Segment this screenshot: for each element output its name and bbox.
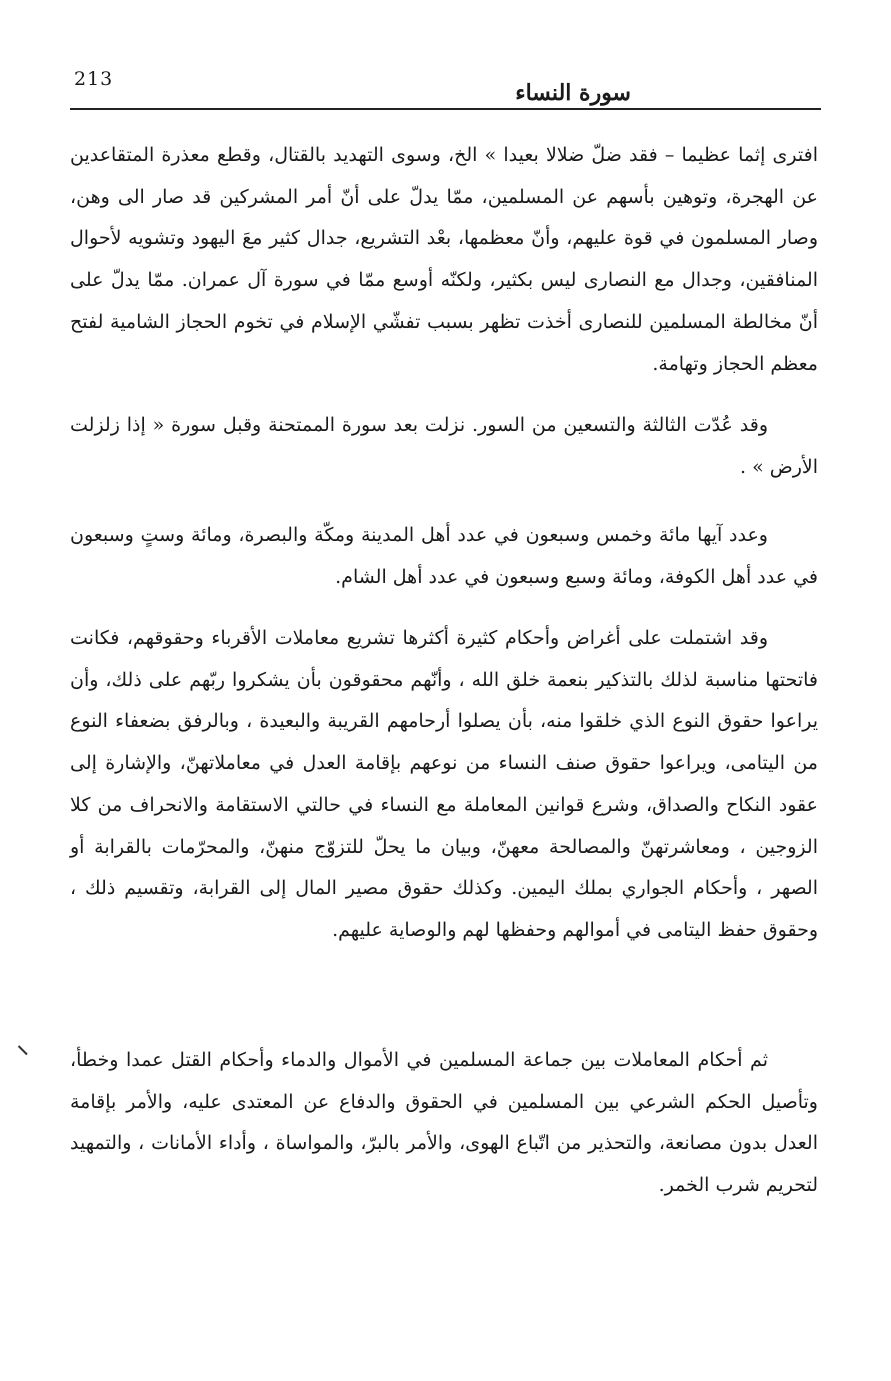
margin-pen-mark [18,1037,36,1055]
paragraph-5: ثم أحكام المعاملات بين جماعة المسلمين في الأموال والدماء وأحكام القتل عمدا وخطأ، وتأصيل الحكم الشرعي بين المسلمين في الحقوق والدفاع عن المعتدى عليه، والأمر بإقامة العدل بدون مصانعة، والتحذير من اتّباع الهوى، والأمر بالبرّ، والمواساة ، وأداء الأمانات ، والتمهيد لتحريم شرب الخمر. [70,1049,818,1197]
header-rule [70,108,821,110]
paragraph-2: وقد عُدّت الثالثة والتسعين من السور. نزلت بعد سورة الممتحنة وقبل سورة « إذا زلزلت الأرض » . [70,414,818,478]
paragraph-3: وعدد آيها مائة وخمس وسبعون في عدد أهل المدينة ومكّة والبصرة، ومائة وستٍ وسبعون في عدد أهل الكوفة، ومائة وسبع وسبعون في عدد أهل الشام. [70,524,818,588]
paragraph-4: وقد اشتملت على أغراض وأحكام كثيرة أكثرها تشريع معاملات الأقرباء وحقوقهم، فكانت فاتحتها مناسبة لذلك بالتذكير بنعمة خلق الله ، وأنّهم محقوقون بأن يشكروا ربّهم على ذلك، وأن يراعوا حقوق النوع الذي خلقوا منه، بأن يصلوا أرحامهم القريبة والبعيدة ، وبالرفق بضعفاء النوع من اليتامى، ويراعوا حقوق صنف النساء من نوعهم بإقامة العدل في معاملاتهنّ، والإشارة إلى عقود النكاح والصداق، وشرع قوانين المعاملة مع النساء في حالتي الاستقامة والانحراف من كلا الزوجين ، ومعاشرتهنّ والمصالحة معهنّ، وبيان ما يحلّ للتزوّج منهنّ، والمحرّمات بالقرابة أو الصهر ، وأحكام الجواري بملك اليمين. وكذلك حقوق مصير المال إلى القرابة، وتقسيم ذلك ، وحقوق حفظ اليتامى في أموالهم وحفظها لهم والوصاية عليهم. [70,627,818,941]
running-head-title: سورة النساء [515,80,631,106]
page-number: 213 [74,68,114,90]
paragraph-1: افترى إثما عظيما – فقد ضلّ ضلالا بعيدا » الخ، وسوى التهديد بالقتال، وقطع معذرة المتقاعدين عن الهجرة، وتوهين بأسهم عن المسلمين، ممّا يدلّ على أنّ أمر المشركين قد صار الى وهن، وصار المسلمون في قوة عليهم، وأنّ معظمها، بعْد التشريع، جدال كثير معَ اليهود وتشويه لأحوال المنافقين، وجدال مع النصارى ليس بكثير، ولكنّه أوسع ممّا في سورة آل عمران. ممّا يدلّ على أنّ مخالطة المسلمين للنصارى أخذت تظهر بسبب تفشّي الإسلام في تخوم الحجاز الشامية لفتح معظم الحجاز وتهامة. [70,144,818,375]
